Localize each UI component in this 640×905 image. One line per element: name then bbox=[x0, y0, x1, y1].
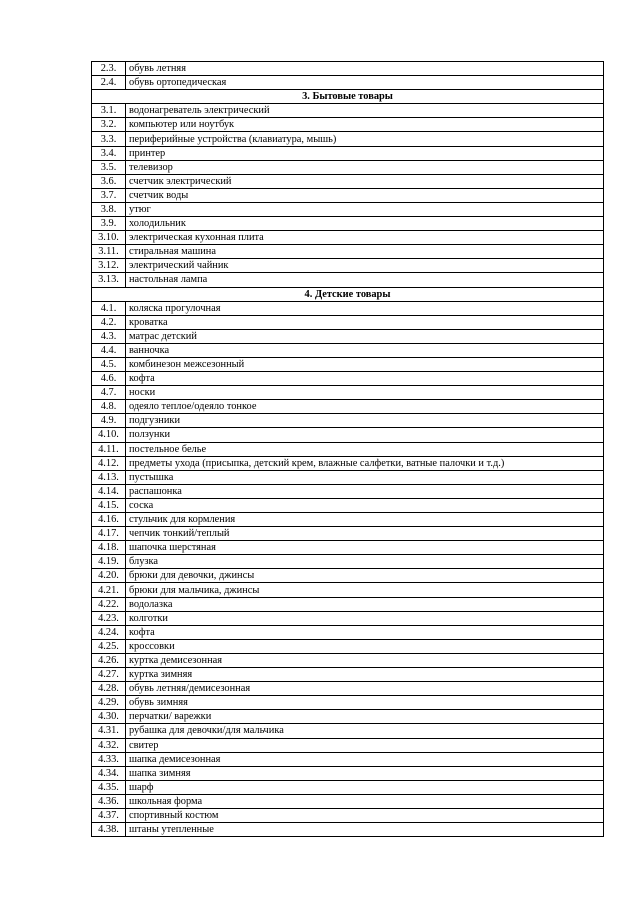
table-row bbox=[92, 118, 604, 132]
table-row bbox=[92, 653, 604, 667]
item-number: 4.10. bbox=[92, 428, 126, 442]
item-name: блузка bbox=[126, 555, 604, 569]
section-header-row bbox=[92, 90, 604, 104]
table-row bbox=[92, 738, 604, 752]
item-number: 4.28. bbox=[92, 682, 126, 696]
goods-table-body bbox=[92, 62, 604, 837]
table-row bbox=[92, 428, 604, 442]
table-row bbox=[92, 611, 604, 625]
table-row bbox=[92, 794, 604, 808]
item-number: 4.2. bbox=[92, 315, 126, 329]
table-row bbox=[92, 301, 604, 315]
item-name: кроссовки bbox=[126, 639, 604, 653]
item-number: 3.7. bbox=[92, 188, 126, 202]
item-number: 3.12. bbox=[92, 259, 126, 273]
item-name: водонагреватель электрический bbox=[126, 104, 604, 118]
item-number: 4.20. bbox=[92, 569, 126, 583]
item-number: 4.18. bbox=[92, 541, 126, 555]
table-row bbox=[92, 400, 604, 414]
table-row bbox=[92, 343, 604, 357]
table-row bbox=[92, 625, 604, 639]
item-name: телевизор bbox=[126, 160, 604, 174]
item-number: 4.19. bbox=[92, 555, 126, 569]
table-row bbox=[92, 188, 604, 202]
item-number: 4.6. bbox=[92, 372, 126, 386]
item-number: 4.26. bbox=[92, 653, 126, 667]
table-row bbox=[92, 160, 604, 174]
item-number: 3.1. bbox=[92, 104, 126, 118]
item-name: холодильник bbox=[126, 217, 604, 231]
item-number: 4.27. bbox=[92, 668, 126, 682]
item-name: шапка зимняя bbox=[126, 766, 604, 780]
table-row bbox=[92, 273, 604, 287]
table-row bbox=[92, 752, 604, 766]
item-number: 3.10. bbox=[92, 231, 126, 245]
item-name: спортивный костюм bbox=[126, 808, 604, 822]
table-row bbox=[92, 527, 604, 541]
item-number: 4.30. bbox=[92, 710, 126, 724]
table-row bbox=[92, 132, 604, 146]
item-name: рубашка для девочки/для мальчика bbox=[126, 724, 604, 738]
item-name: брюки для девочки, джинсы bbox=[126, 569, 604, 583]
item-name: электрический чайник bbox=[126, 259, 604, 273]
item-number: 3.2. bbox=[92, 118, 126, 132]
item-name: утюг bbox=[126, 202, 604, 216]
table-row bbox=[92, 386, 604, 400]
item-number: 3.9. bbox=[92, 217, 126, 231]
item-name: периферийные устройства (клавиатура, мышь) bbox=[126, 132, 604, 146]
item-name: счетчик электрический bbox=[126, 174, 604, 188]
item-number: 4.22. bbox=[92, 597, 126, 611]
item-number: 4.29. bbox=[92, 696, 126, 710]
table-row bbox=[92, 146, 604, 160]
item-number: 3.6. bbox=[92, 174, 126, 188]
table-row bbox=[92, 583, 604, 597]
section-title: 4. Детские товары bbox=[92, 287, 604, 301]
table-row bbox=[92, 724, 604, 738]
table-row bbox=[92, 259, 604, 273]
table-row bbox=[92, 597, 604, 611]
table-row bbox=[92, 217, 604, 231]
item-name: колготки bbox=[126, 611, 604, 625]
item-name: распашонка bbox=[126, 484, 604, 498]
item-number: 4.21. bbox=[92, 583, 126, 597]
item-number: 4.13. bbox=[92, 470, 126, 484]
item-name: настольная лампа bbox=[126, 273, 604, 287]
table-row bbox=[92, 569, 604, 583]
table-row bbox=[92, 823, 604, 837]
table-row bbox=[92, 513, 604, 527]
item-name: кроватка bbox=[126, 315, 604, 329]
table-row bbox=[92, 470, 604, 484]
item-name: электрическая кухонная плита bbox=[126, 231, 604, 245]
item-number: 4.31. bbox=[92, 724, 126, 738]
item-number: 4.17. bbox=[92, 527, 126, 541]
table-row bbox=[92, 555, 604, 569]
item-number: 4.37. bbox=[92, 808, 126, 822]
item-name: свитер bbox=[126, 738, 604, 752]
item-name: комбинезон межсезонный bbox=[126, 357, 604, 371]
table-row bbox=[92, 442, 604, 456]
table-row bbox=[92, 62, 604, 76]
item-name: обувь зимняя bbox=[126, 696, 604, 710]
item-name: шапочка шерстяная bbox=[126, 541, 604, 555]
item-name: брюки для мальчика, джинсы bbox=[126, 583, 604, 597]
item-name: матрас детский bbox=[126, 329, 604, 343]
item-number: 4.4. bbox=[92, 343, 126, 357]
item-name: кофта bbox=[126, 372, 604, 386]
table-row bbox=[92, 245, 604, 259]
table-row bbox=[92, 639, 604, 653]
item-name: одеяло теплое/одеяло тонкое bbox=[126, 400, 604, 414]
section-title: 3. Бытовые товары bbox=[92, 90, 604, 104]
table-row bbox=[92, 668, 604, 682]
item-name: обувь летняя bbox=[126, 62, 604, 76]
table-row bbox=[92, 414, 604, 428]
item-number: 4.33. bbox=[92, 752, 126, 766]
table-row bbox=[92, 710, 604, 724]
item-number: 3.11. bbox=[92, 245, 126, 259]
item-name: штаны утепленные bbox=[126, 823, 604, 837]
table-row bbox=[92, 76, 604, 90]
table-row bbox=[92, 808, 604, 822]
item-number: 4.5. bbox=[92, 357, 126, 371]
item-number: 4.35. bbox=[92, 780, 126, 794]
item-number: 3.13. bbox=[92, 273, 126, 287]
table-row bbox=[92, 104, 604, 118]
item-name: ползунки bbox=[126, 428, 604, 442]
item-number: 4.32. bbox=[92, 738, 126, 752]
item-number: 4.9. bbox=[92, 414, 126, 428]
table-row bbox=[92, 682, 604, 696]
table-row bbox=[92, 780, 604, 794]
item-number: 4.25. bbox=[92, 639, 126, 653]
table-row bbox=[92, 484, 604, 498]
item-number: 3.4. bbox=[92, 146, 126, 160]
item-number: 4.16. bbox=[92, 513, 126, 527]
item-name: принтер bbox=[126, 146, 604, 160]
table-row bbox=[92, 696, 604, 710]
item-name: стиральная машина bbox=[126, 245, 604, 259]
table-row bbox=[92, 202, 604, 216]
item-number: 4.23. bbox=[92, 611, 126, 625]
item-number: 4.36. bbox=[92, 794, 126, 808]
item-number: 4.34. bbox=[92, 766, 126, 780]
item-name: коляска прогулочная bbox=[126, 301, 604, 315]
table-row bbox=[92, 231, 604, 245]
table-row bbox=[92, 372, 604, 386]
item-number: 2.4. bbox=[92, 76, 126, 90]
item-name: шарф bbox=[126, 780, 604, 794]
item-number: 4.3. bbox=[92, 329, 126, 343]
item-name: перчатки/ варежки bbox=[126, 710, 604, 724]
item-number: 3.5. bbox=[92, 160, 126, 174]
item-name: школьная форма bbox=[126, 794, 604, 808]
item-name: ванночка bbox=[126, 343, 604, 357]
item-name: предметы ухода (присыпка, детский крем, влажные салфетки, ватные палочки и т.д.) bbox=[126, 456, 604, 470]
table-row bbox=[92, 766, 604, 780]
item-number: 3.3. bbox=[92, 132, 126, 146]
item-number: 4.8. bbox=[92, 400, 126, 414]
item-name: стульчик для кормления bbox=[126, 513, 604, 527]
table-row bbox=[92, 174, 604, 188]
section-header-row bbox=[92, 287, 604, 301]
table-row bbox=[92, 541, 604, 555]
item-name: обувь ортопедическая bbox=[126, 76, 604, 90]
item-number: 4.24. bbox=[92, 625, 126, 639]
item-number: 2.3. bbox=[92, 62, 126, 76]
item-name: кофта bbox=[126, 625, 604, 639]
item-name: счетчик воды bbox=[126, 188, 604, 202]
table-row bbox=[92, 498, 604, 512]
item-number: 4.1. bbox=[92, 301, 126, 315]
item-number: 4.38. bbox=[92, 823, 126, 837]
item-name: подгузники bbox=[126, 414, 604, 428]
item-name: обувь летняя/демисезонная bbox=[126, 682, 604, 696]
table-row bbox=[92, 329, 604, 343]
item-name: куртка зимняя bbox=[126, 668, 604, 682]
item-name: постельное белье bbox=[126, 442, 604, 456]
item-name: соска bbox=[126, 498, 604, 512]
item-name: чепчик тонкий/теплый bbox=[126, 527, 604, 541]
item-number: 4.14. bbox=[92, 484, 126, 498]
item-number: 4.7. bbox=[92, 386, 126, 400]
item-name: куртка демисезонная bbox=[126, 653, 604, 667]
goods-table bbox=[91, 61, 604, 837]
item-name: шапка демисезонная bbox=[126, 752, 604, 766]
item-name: компьютер или ноутбук bbox=[126, 118, 604, 132]
table-row bbox=[92, 357, 604, 371]
item-number: 4.15. bbox=[92, 498, 126, 512]
item-name: носки bbox=[126, 386, 604, 400]
item-name: водолазка bbox=[126, 597, 604, 611]
item-name: пустышка bbox=[126, 470, 604, 484]
item-number: 3.8. bbox=[92, 202, 126, 216]
table-row bbox=[92, 315, 604, 329]
table-row bbox=[92, 456, 604, 470]
item-number: 4.12. bbox=[92, 456, 126, 470]
item-number: 4.11. bbox=[92, 442, 126, 456]
